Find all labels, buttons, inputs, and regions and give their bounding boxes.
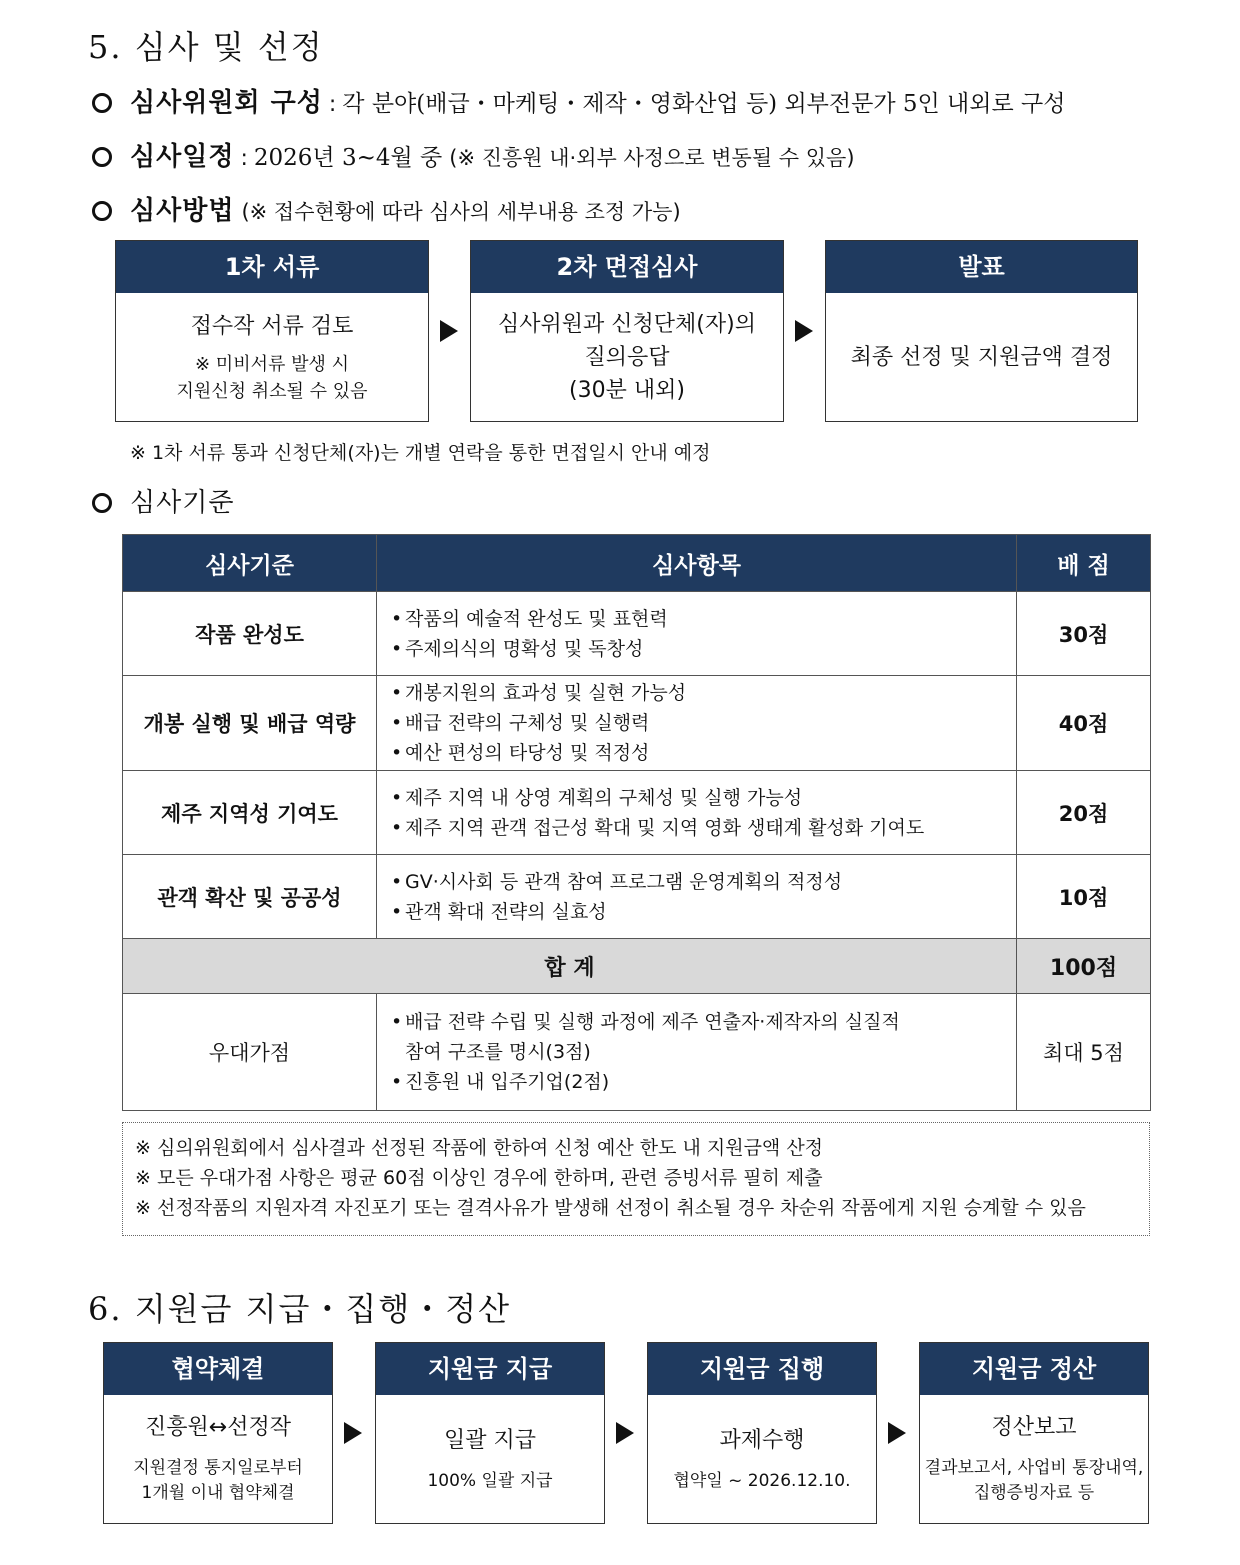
schedule-text: 2026년 3~4월 중 bbox=[253, 145, 443, 171]
method-note: (※ 접수현황에 따라 심사의 세부내용 조정 가능) bbox=[241, 200, 681, 224]
committee-line: 심사위원회 구성 : 각 분야(배급・마케팅・제작・영화산업 등) 외부전문가 5인 내외로 구성 bbox=[92, 82, 1065, 119]
row-category: 제주 지역성 기여도 bbox=[123, 771, 377, 855]
payment-step-4-title: 지원금 정산 bbox=[920, 1343, 1148, 1395]
table-row bbox=[123, 592, 1151, 676]
row-items: • 작품의 예술적 완성도 및 표현력 • 주제의식의 명확성 및 독창성 bbox=[377, 592, 1017, 676]
circle-bullet-icon bbox=[92, 201, 112, 221]
table-row bbox=[123, 676, 1151, 771]
row-score: 10점 bbox=[1017, 855, 1151, 939]
circle-bullet-icon bbox=[92, 93, 112, 113]
circle-bullet-icon bbox=[92, 147, 112, 167]
review-step-3-title: 발표 bbox=[826, 241, 1137, 293]
schedule-note: (※ 진흥원 내·외부 사정으로 변동될 수 있음) bbox=[449, 146, 855, 170]
review-step-3: 발표 최종 선정 및 지원금액 결정 bbox=[825, 240, 1138, 422]
payment-step-2-title: 지원금 지급 bbox=[376, 1343, 604, 1395]
row-items: • GV·시사회 등 관객 참여 프로그램 운영계획의 적정성 • 관객 확대 전략의 실효성 bbox=[377, 855, 1017, 939]
row-items: • 개봉지원의 효과성 및 실현 가능성 • 배급 전략의 구체성 및 실행력 • 예산 편성의 타당성 및 적정성 bbox=[377, 676, 1017, 771]
section6-title: 6. 지원금 지급・집행・정산 bbox=[88, 1290, 512, 1328]
payment-step-2: 지원금 지급 일괄 지급 100% 일괄 지급 bbox=[375, 1342, 605, 1524]
row-score: 30점 bbox=[1017, 592, 1151, 676]
notes-box bbox=[122, 1122, 1150, 1236]
total-row bbox=[123, 939, 1151, 994]
row-items: • 제주 지역 내 상영 계획의 구체성 및 실행 가능성 • 제주 지역 관객 접근성 확대 및 지역 영화 생태계 활성화 기여도 bbox=[377, 771, 1017, 855]
committee-text: 각 분야(배급・마케팅・제작・영화산업 등) 외부전문가 5인 내외로 구성 bbox=[342, 91, 1066, 117]
table-header-row bbox=[123, 535, 1151, 592]
review-step-2: 2차 면접심사 심사위원과 신청단체(자)의 질의응답 (30분 내외) bbox=[470, 240, 784, 422]
review-step-1-title: 1차 서류 bbox=[116, 241, 428, 293]
arrow-right-icon bbox=[616, 1422, 634, 1444]
col-header-score: 배 점 bbox=[1017, 535, 1151, 592]
arrow-right-icon bbox=[795, 320, 813, 342]
bonus-category: 우대가점 bbox=[123, 994, 377, 1111]
arrow-right-icon bbox=[440, 320, 458, 342]
payment-step-1: 협약체결 진흥원↔선정작 지원결정 통지일로부터 1개월 이내 협약체결 bbox=[103, 1342, 333, 1524]
method-label: 심사방법 bbox=[130, 196, 235, 226]
note-line: ※ 선정작품의 지원자격 자진포기 또는 결격사유가 발생해 선정이 취소될 경우 차순위 작품에게 지원 승계할 수 있음 bbox=[135, 1197, 1086, 1219]
payment-step-1-title: 협약체결 bbox=[104, 1343, 332, 1395]
schedule-line: 심사일정 : 2026년 3~4월 중 (※ 진흥원 내·외부 사정으로 변동될 수 있음) bbox=[92, 136, 855, 173]
col-header-items: 심사항목 bbox=[377, 535, 1017, 592]
col-header-criteria: 심사기준 bbox=[123, 535, 377, 592]
bonus-row bbox=[123, 994, 1151, 1111]
criteria-table bbox=[122, 534, 1151, 1111]
row-category: 개봉 실행 및 배급 역량 bbox=[123, 676, 377, 771]
circle-bullet-icon bbox=[92, 493, 112, 513]
method-line bbox=[92, 190, 681, 227]
review-step-1: 1차 서류 접수작 서류 검토 ※ 미비서류 발생 시 지원신청 취소될 수 있음 bbox=[115, 240, 429, 422]
table-row bbox=[123, 771, 1151, 855]
schedule-label: 심사일정 bbox=[130, 142, 235, 172]
total-score: 100점 bbox=[1017, 939, 1151, 994]
payment-step-4: 지원금 정산 정산보고 결과보고서, 사업비 통장내역, 집행증빙자료 등 bbox=[919, 1342, 1149, 1524]
payment-step-3-title: 지원금 집행 bbox=[648, 1343, 876, 1395]
step-note: ※ 1차 서류 통과 신청단체(자)는 개별 연락을 통한 면접일시 안내 예정 bbox=[130, 442, 711, 464]
row-category: 작품 완성도 bbox=[123, 592, 377, 676]
arrow-right-icon bbox=[344, 1422, 362, 1444]
payment-step-3: 지원금 집행 과제수행 협약일 ~ 2026.12.10. bbox=[647, 1342, 877, 1524]
row-score: 20점 bbox=[1017, 771, 1151, 855]
criteria-label: 심사기준 bbox=[130, 488, 235, 518]
bonus-score: 최대 5점 bbox=[1017, 994, 1151, 1111]
note-line: ※ 모든 우대가점 사항은 평균 60점 이상인 경우에 한하며, 관련 증빙서류 필히 제출 bbox=[135, 1167, 823, 1189]
review-step-2-title: 2차 면접심사 bbox=[471, 241, 783, 293]
committee-label: 심사위원회 구성 bbox=[130, 88, 323, 118]
row-category: 관객 확산 및 공공성 bbox=[123, 855, 377, 939]
table-row bbox=[123, 855, 1151, 939]
criteria-line bbox=[92, 482, 234, 519]
section5-title: 5. 심사 및 선정 bbox=[88, 28, 324, 66]
row-score: 40점 bbox=[1017, 676, 1151, 771]
total-label: 합 계 bbox=[123, 939, 1017, 994]
arrow-right-icon bbox=[888, 1422, 906, 1444]
note-line: ※ 심의위원회에서 심사결과 선정된 작품에 한하여 신청 예산 한도 내 지원금액 산정 bbox=[135, 1137, 824, 1159]
bonus-items: • 배급 전략 수립 및 실행 과정에 제주 연출자·제작자의 실질적 참여 구조를 명시(3점) • 진흥원 내 입주기업(2점) bbox=[377, 994, 1017, 1111]
